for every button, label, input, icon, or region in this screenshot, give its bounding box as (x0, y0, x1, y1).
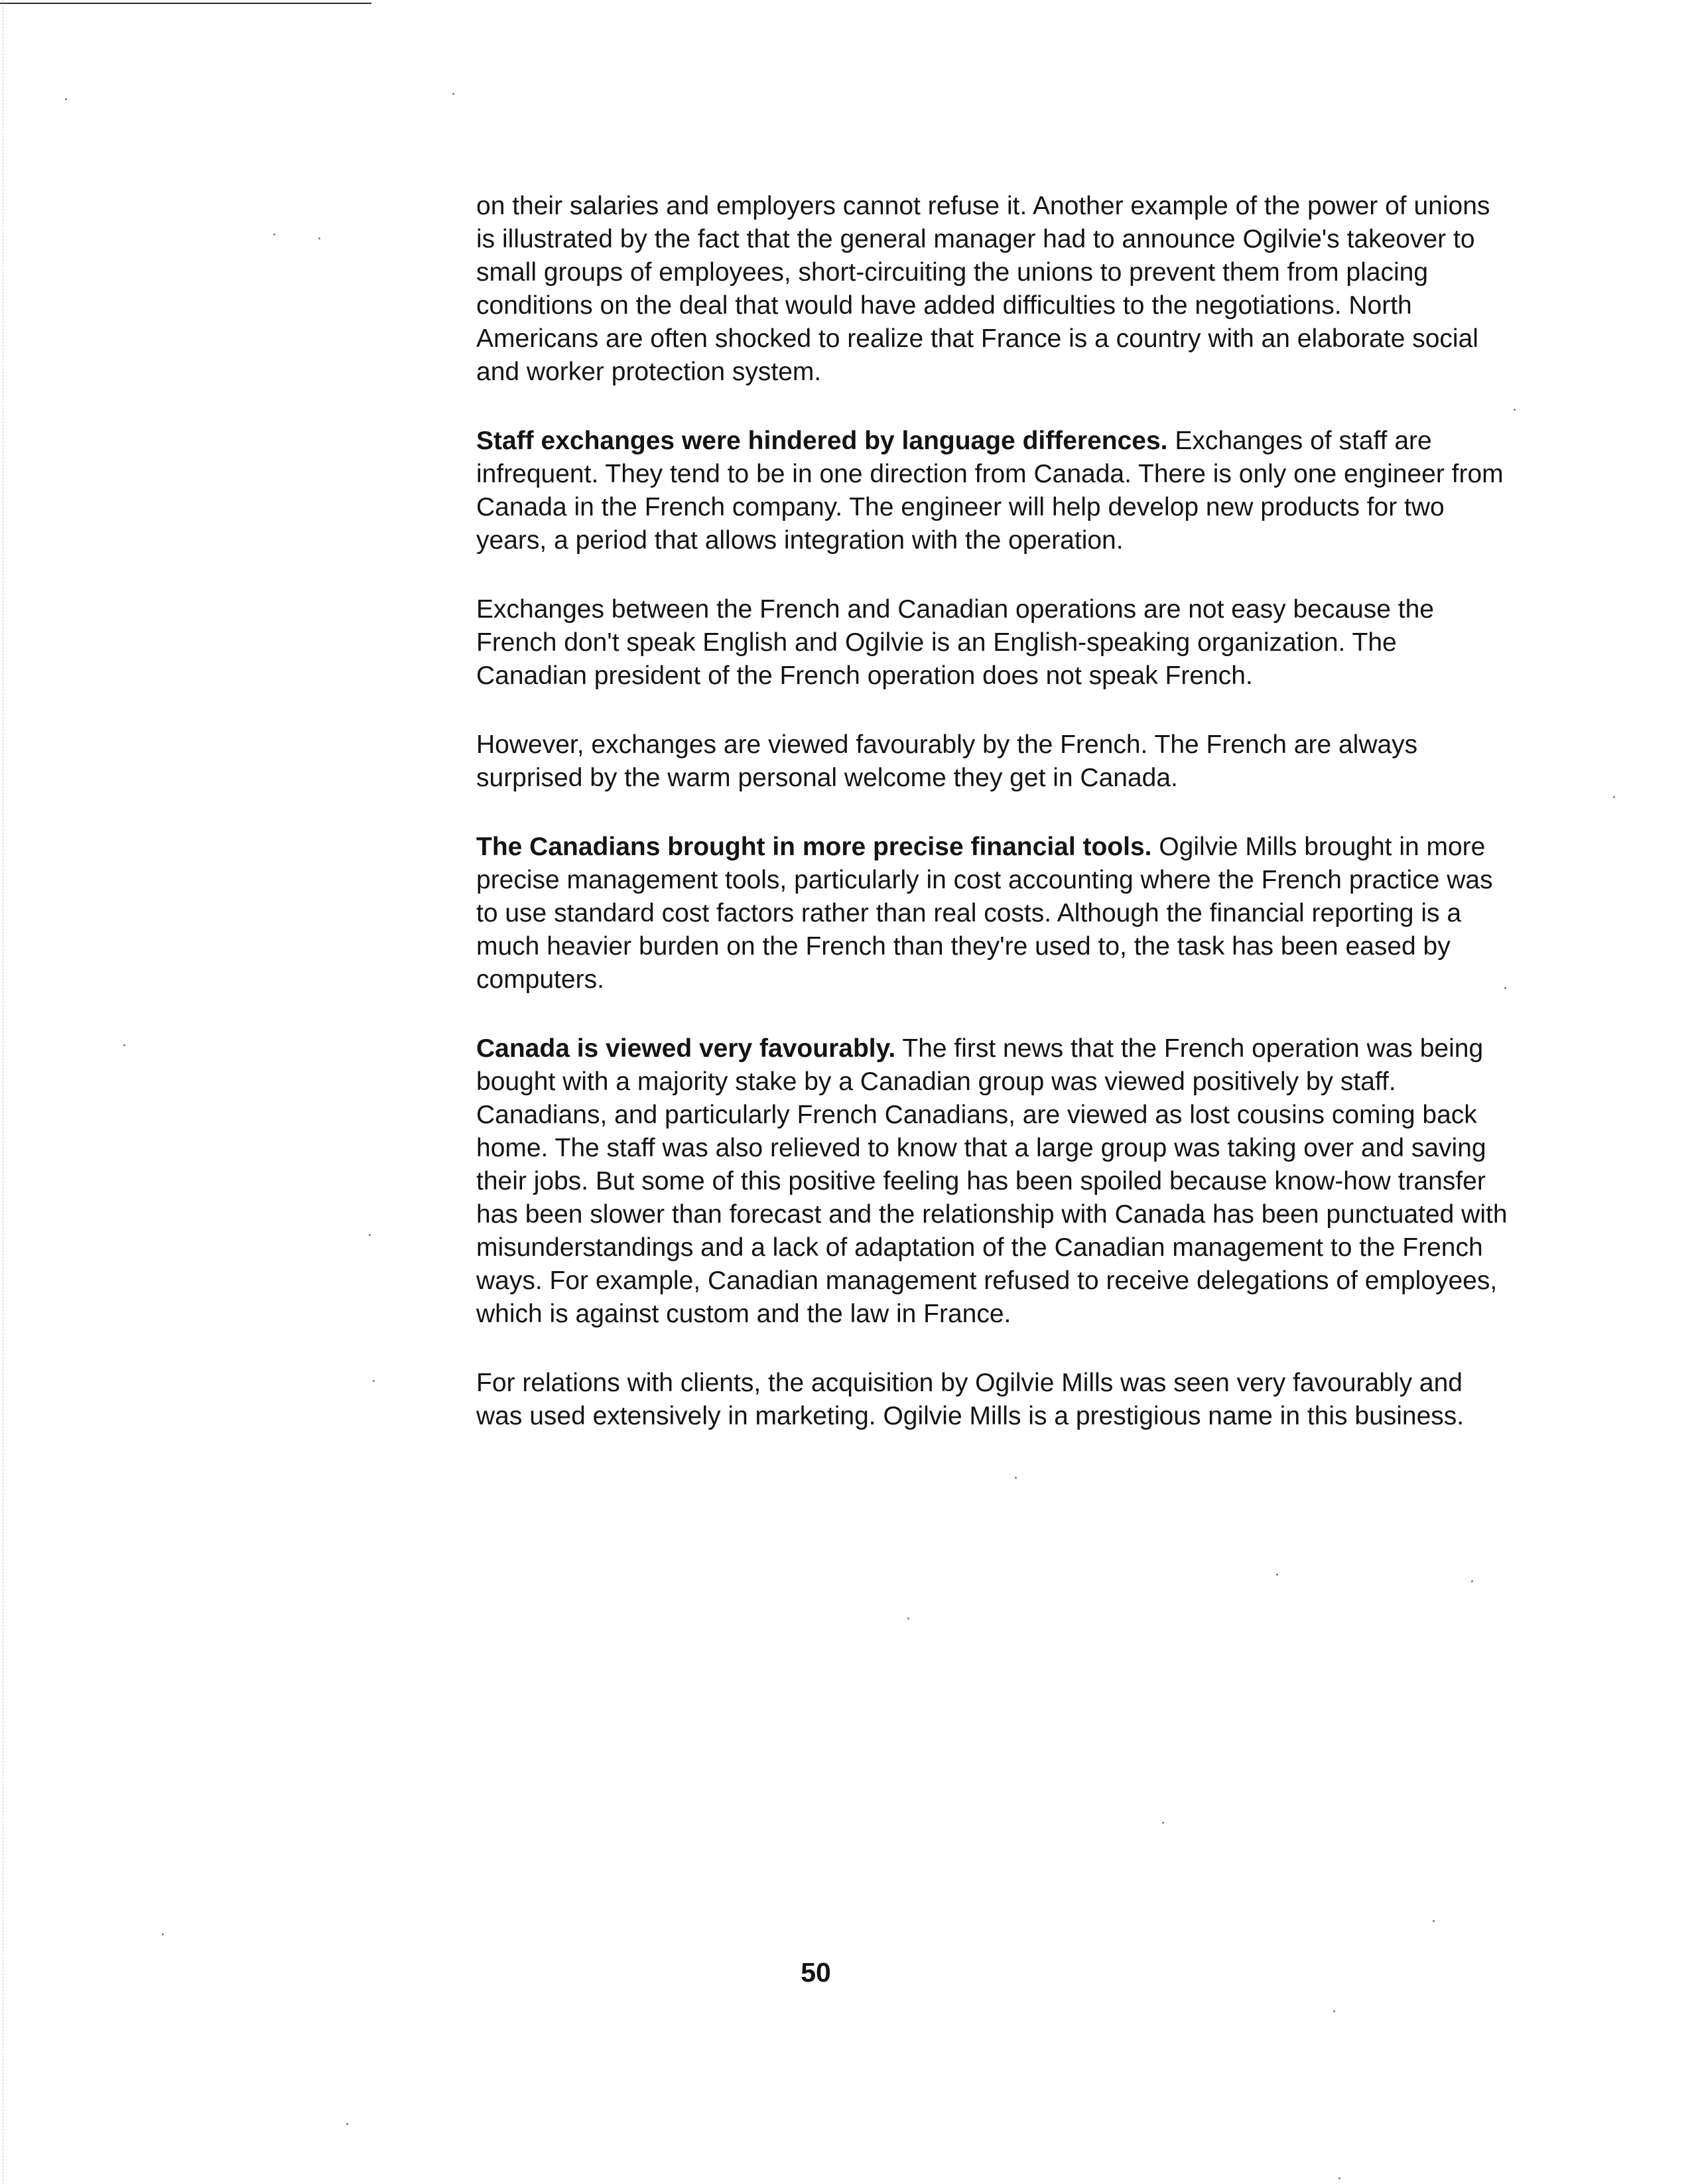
scan-speck (1613, 796, 1615, 798)
scan-speck (162, 1933, 164, 1935)
scan-speck (369, 1234, 371, 1236)
scan-speck (907, 1617, 909, 1619)
scan-speck (1015, 1477, 1017, 1479)
paragraph-text: For relations with clients, the acquisition by Ogilvie Mills was seen very favourably and was used extensively in marketing. Ogilvie Mills is a prestigious name in this business. (476, 1369, 1465, 1430)
paragraph-lead: Staff exchanges were hindered by language differences. (476, 427, 1168, 455)
scan-speck (1514, 409, 1516, 411)
document-body (476, 190, 1511, 1433)
scan-speck (318, 238, 320, 239)
paragraph-text: on their salaries and employers cannot refuse it. Another example of the power of unions is illustrated by the fact that the general manager had to announce Ogilvie's takeover to small groups of employees, short-circuiting the unions to prevent them from placing conditions on the deal that would have added difficulties to the negotiations. North Americans are often shocked to realize that France is a country with an elaborate social and worker protection system. (476, 192, 1490, 386)
scan-speck (65, 98, 67, 100)
scan-edge-top (0, 3, 371, 4)
scan-speck (373, 1380, 375, 1382)
paragraph-financial-tools (476, 831, 1511, 996)
paragraph-lead: Canada is viewed very favourably. (476, 1034, 896, 1063)
scan-speck (1433, 1920, 1435, 1922)
paragraph-text: Exchanges of staff are infrequent. They tend to be in one direction from Canada. There is only one engineer from Canada in the French company. The engineer will help develop new products for two years, a period that allows integration with the operation. (476, 427, 1504, 555)
scan-speck (1333, 2010, 1335, 2012)
paragraph-client-relations (476, 1367, 1511, 1433)
paragraph-text: Ogilvie Mills brought in more precise management tools, particularly in cost accounting where the French practice was to use standard cost factors rather than real costs. Although the financial reporting is a much heavier burden on the French than they're used to, the task has been eased by computers. (476, 833, 1493, 994)
scan-speck (346, 2123, 348, 2125)
paragraph-text: However, exchanges are viewed favourably by the French. The French are always surprised by the warm personal welcome they get in Canada. (476, 730, 1418, 792)
paragraph-language-barrier (476, 593, 1511, 693)
scan-speck (1162, 1822, 1164, 1824)
paragraph-staff-exchanges (476, 425, 1511, 557)
paragraph-lead: The Canadians brought in more precise financial tools. (476, 833, 1152, 861)
paragraph-canada-viewed (476, 1032, 1511, 1331)
paragraph-text: Exchanges between the French and Canadian operations are not easy because the French don't speak English and Ogilvie is an English-speaking organization. The Canadian president of the French operation does not speak French. (476, 595, 1434, 690)
paragraph-text: The first news that the French operation was being bought with a majority stake by a Canadian group was viewed positively by staff. Canadians, and particularly French Canadians, are viewed as lost cousins coming back home. The staff was also relieved to know that a large group was taking over and saving their jobs. But some of this positive feeling has been spoiled because know-how transfer has been slower than forecast and the relationship with Canada has been punctuated with misunderstandings and a lack of adaptation of the Canadian management to the French ways. For example, Canadian management refused to receive delegations of employees, which is against custom and the law in France. (476, 1034, 1508, 1328)
scan-speck (1471, 1580, 1473, 1582)
scan-speck (273, 234, 275, 236)
scan-speck (452, 93, 454, 95)
paragraph-union-power (476, 190, 1511, 389)
scan-speck (1276, 1574, 1278, 1576)
paragraph-favourable-exchanges (476, 728, 1511, 795)
page-number: 50 (801, 1957, 831, 1988)
scan-speck (1338, 2177, 1340, 2179)
scan-speck (123, 1044, 125, 1046)
